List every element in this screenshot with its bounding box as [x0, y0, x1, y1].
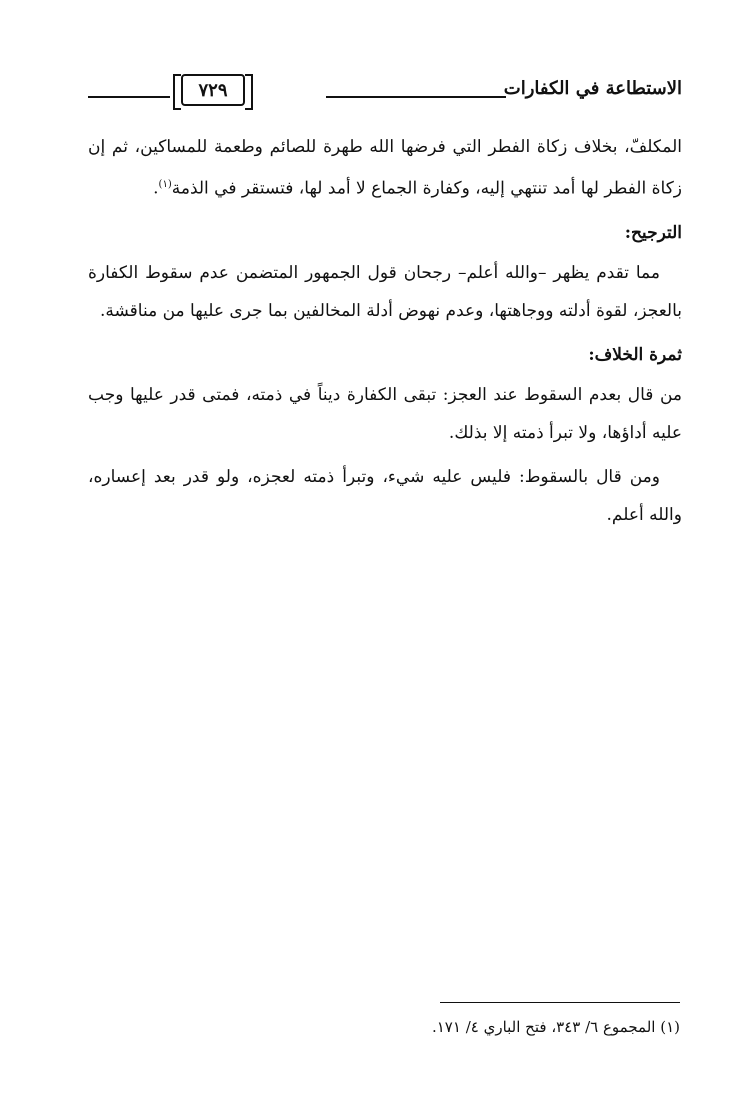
paragraph: مما تقدم يظهر –والله أعلم– رجحان قول الجمهور المتضمن عدم سقوط الكفارة بالعجز، لقوة أدلته ووجاهتها، وعدم نهوض أدلة المخالفين بما جرى عليها من مناقشة. — [88, 262, 682, 321]
main-text — [88, 128, 682, 540]
footnote-divider — [440, 1002, 680, 1003]
paragraph-text: المكلفّ، بخلاف زكاة الفطر التي فرضها الله طهرة للصائم وطعمة للمساكين، ثم إن زكاة الفطر لها أمد تنتهي إليه، وكفارة الجماع لا أمد لها، فتستقر في الذمة — [88, 137, 682, 199]
header-rule — [326, 96, 506, 98]
footnote-reference: (١) — [158, 179, 172, 190]
footnote: (١) المجموع ٦/ ٣٤٣، فتح الباري ٤/ ١٧١. — [431, 1018, 680, 1036]
page-number: ٧٢٩ — [181, 74, 245, 106]
page-header — [88, 72, 682, 112]
paragraph: من قال بعدم السقوط عند العجز: تبقى الكفارة ديناً في ذمته، فمتى قدر عليها وجب عليه أداؤها، ولا تبرأ ذمته إلا بذلك. — [88, 384, 682, 443]
paragraph: ومن قال بالسقوط: فليس عليه شيء، وتبرأ ذمته لعجزه، ولو قدر بعد إعساره، والله أعلم. — [88, 466, 682, 525]
section-heading: الترجيح: — [624, 222, 682, 243]
paragraph-tail: . — [153, 178, 159, 199]
running-title: الاستطاعة في الكفارات — [503, 78, 682, 99]
section-heading: ثمرة الخلاف: — [588, 344, 682, 365]
paragraph — [88, 128, 682, 208]
header-rule — [88, 96, 170, 98]
